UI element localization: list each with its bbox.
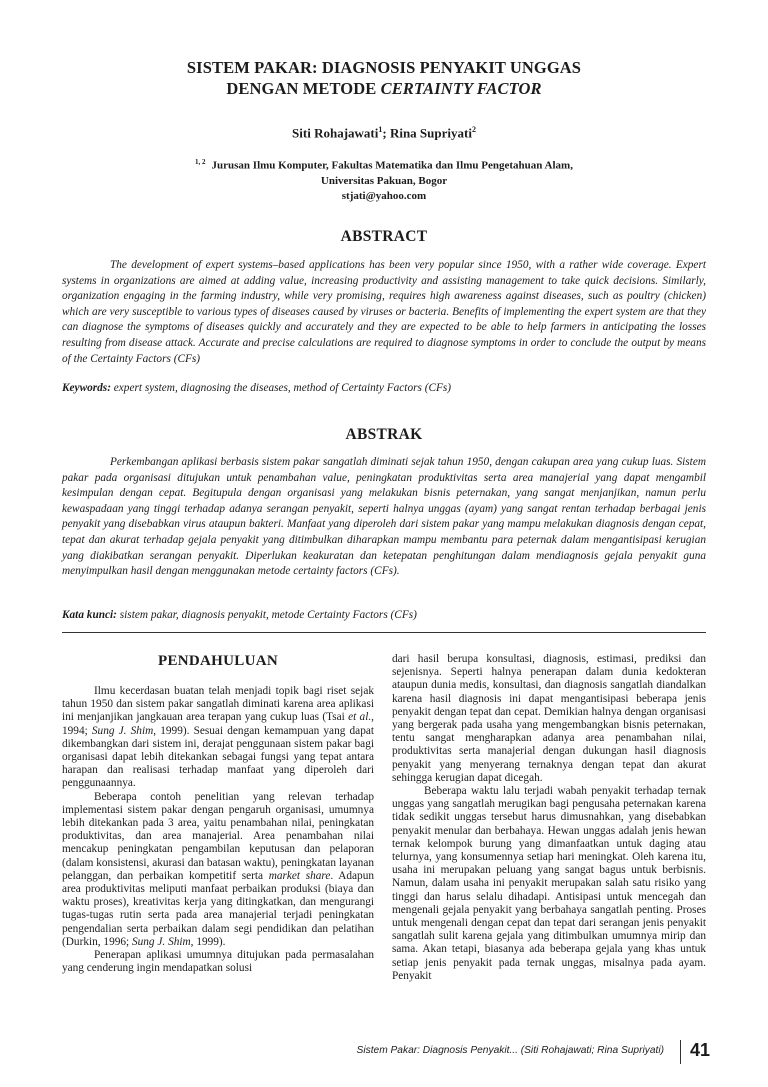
body-italic: Sung J. Shim bbox=[131, 935, 191, 948]
affiliation-line2: Universitas Pakuan, Bogor bbox=[320, 174, 448, 187]
body-text: , 1999). bbox=[190, 935, 226, 948]
body-text: Beberapa contoh penelitian yang relevan terhadap implementasi sistem pakar dengan pengaruh organisasi, umumnya lebih ditekankan pada 3 area, yaitu penambahan nilai, peningkatan produktivitas, dan area manajerial. Area penambahan nilai mencakup peningkatan pengambilan keputusan dan pelaporan (dalam konsistensi, akurasi dan batasan waktu), peningkatan layanan pelanggan, dan perbaikan kompetitif serta bbox=[62, 790, 374, 882]
body-left-column bbox=[62, 653, 374, 975]
section-divider bbox=[62, 632, 706, 633]
abstrak-keywords bbox=[62, 609, 706, 621]
abstrak-text: Perkembangan aplikasi berbasis sistem pakar sangatlah diminati sejak tahun 1950, dengan cakupan area yang cukup luas. Sistem pakar pada organisasi ditujukan untuk penambahan value, peningkatan produktivitas serta area manajerial yang dapat mengambil kesimpulan dengan cepat. Begitupula dengan organisasi yang melakukan bisnis peternakan, yang sangat menjanjikan, namun perlu kewaspadaan yang tinggi terhadap adanya serangan penyakit, seperti halnya unggas (ayam) yang sangat rentan terhadap berbagai jenis penyakit yang disebabkan virus ataupun bakteri. Manfaat yang diperoleh dari sistem pakar yang mampu melakukan diagnosis dengan cepat, tepat dan akurat terhadap gejala penyakit yang ditimbulkan diharapkan mampu membantu para peternak dalam mengantisipasi kerugian yang diakibatkan serangan penyakit. Diperlukan keakuratan dan ketepatan penghitungan dalam mendiagnosis gejala penyakit guna menyimpulkan hasil dengan menggunakan metode certainty factors (CFs). bbox=[62, 456, 706, 578]
running-title: Sistem Pakar: Diagnosis Penyakit... (Siti Rohajawati; Rina Supriyati) bbox=[356, 1045, 664, 1056]
author-2: Rina Supriyati bbox=[389, 125, 472, 141]
body-text: . Adapun area produktivitas meliputi manfaat perbaikan produksi (biaya dan waktu proses), kreativitas kerja yang ditingkatkan, dan mengurangi tugas-tugas rutin serta pada area manajerial terjadi peningkatan pengendalian serta perbaikan dalam segi pendidikan dan pelatihan (Durkin, 1996; bbox=[62, 869, 374, 948]
body-italic: market share bbox=[268, 869, 331, 882]
author-separator: ; bbox=[382, 125, 390, 141]
body-italic: et al. bbox=[348, 711, 372, 724]
body-paragraph bbox=[62, 685, 374, 791]
paper-title-line2-plain: DENGAN METODE bbox=[226, 79, 381, 98]
paper-title-line2-italic: CERTAINTY FACTOR bbox=[380, 79, 542, 98]
abstract-heading: ABSTRACT bbox=[340, 228, 428, 245]
author-2-sup: 2 bbox=[471, 125, 476, 134]
keywords-label: Keywords: bbox=[62, 382, 111, 394]
body-text: Ilmu kecerdasan buatan telah menjadi topik bagi riset sejak tahun 1950 dan sistem pakar sangatlah diminati karena area aplikasi ini menjanjikan jangkauan area terapan yang cukup luas (Tsai bbox=[62, 685, 374, 724]
paper-title-line2 bbox=[0, 79, 768, 99]
kata-kunci-label: Kata kunci: bbox=[62, 609, 117, 621]
abstrak-heading: ABSTRAK bbox=[345, 426, 423, 443]
body-paragraph bbox=[62, 791, 374, 949]
affiliation-dept: Jurusan Ilmu Komputer, Fakultas Matematika dan Ilmu Pengetahuan Alam, bbox=[211, 159, 573, 172]
affiliation-email: stjati@yahoo.com bbox=[341, 189, 427, 202]
affiliation-line1 bbox=[0, 155, 768, 174]
body-text: , 1994; bbox=[62, 711, 374, 737]
body-text: , 1999). Sesuai dengan kemampuan yang dapat dikembangkan dari sistem ini, derajat penggunaan sistem pakar bagi organisasi dapat lebih ditekankan sebagai fungsi yang tepat antara harapan dan realisasi terhadap manfaat yang diperoleh dari penggunaannya. bbox=[62, 724, 374, 790]
abstract-text: The development of expert systems–based applications has been very popular since 1950, with a rather wide coverage. Expert systems in organizations are aimed at adding value, increasing productivity and assisting management to take quick decisions. Similarly, organization engaging in the farming industry, while very promising, requires high awareness against diseases, such as poultry (chicken) which are very susceptible to various types of diseases caused by viruses or bacteria. Benefits of implementing the expert system are that they can diagnose the symptoms of diseases quickly and accurately and they are expected to be able to help farmers in anticipating the losses resulting from disease attack. Accurate and precise calculations are required to diagnose symptoms in order to conclude the output by means of the Certainty Factors (CFs) bbox=[62, 259, 706, 365]
page-footer bbox=[0, 1040, 768, 1064]
abstract-keywords bbox=[62, 382, 706, 394]
authors bbox=[0, 125, 768, 141]
affiliation bbox=[0, 155, 768, 204]
author-1-sup: 1 bbox=[378, 125, 383, 134]
paper-title-line1: SISTEM PAKAR: DIAGNOSIS PENYAKIT UNGGAS bbox=[186, 58, 582, 77]
body-paragraph: Beberapa waktu lalu terjadi wabah penyakit terhadap ternak unggas yang sangatlah merugikan bagi pengusaha peternakan karena tidak sedikit unggas tersebut harus dimusnahkan, yang disebabkan penyakit menular dan berbahaya. Hewan unggas adalah jenis hewan ternak kelompok burung yang dimanfaatkan untuk daging atau telurnya, yang konsumennya setiap hari meningkat. Oleh karena itu, usaha ini merupakan peluang yang sangat bagus untuk berbisnis. Namun, dalam usaha ini penyakit merupakan salah satu risiko yang tinggi dan harus selalu dihadapi. Antisipasi untuk mencegah dan mengenali gejala penyakit yang berbahaya sangatlah penting. Proses untuk mengenali dengan cepat dan tepat dari serangan jenis penyakit sangatlah sulit karena gejala yang ditimbulkan umumnya mirip dan sama. Akan tetapi, biasanya ada beberapa gejala yang khas untuk setiap jenis penyakit pada ternak unggas, misalnya pada ayam. Penyakit bbox=[392, 785, 706, 982]
footer-divider bbox=[680, 1040, 681, 1064]
affiliation-sup: 1, 2 bbox=[195, 158, 206, 166]
section-heading-pendahuluan: PENDAHULUAN bbox=[158, 653, 278, 669]
kata-kunci-text: sistem pakar, diagnosis penyakit, metode Certainty Factors (CFs) bbox=[116, 609, 417, 621]
body-paragraph: Penerapan aplikasi umumnya ditujukan pada permasalahan yang cenderung ingin mendapatkan solusi bbox=[62, 949, 374, 975]
body-right-column bbox=[392, 653, 706, 983]
body-paragraph: dari hasil berupa konsultasi, diagnosis, estimasi, prediksi dan sejenisnya. Seperti halnya penerapan dalam dunia kedokteran ataupun dunia medis, konsultasi, dan diagnosis sangatlah diandalkan karena hasil diagnosis ini dapat mengantisipasi beberapa jenis penyakit dengan tepat dan cepat. Demikian halnya dengan organisasi yang bergerak pada usaha yang mengembangkan bisnis peternakan, tentu sangat mengharapkan adanya area penambahan nilai, produktivitas serta manajerial dengan dukungan hasil diagnosis penyakit yang menyerang ternaknya dengan tepat dan akurat sehingga kerugian dapat dicegah. bbox=[392, 653, 706, 784]
author-1: Siti Rohajawati bbox=[292, 125, 379, 141]
body-italic: Sung J. Shim bbox=[91, 724, 154, 737]
page-number: 41 bbox=[690, 1040, 711, 1060]
keywords-text: expert system, diagnosing the diseases, method of Certainty Factors (CFs) bbox=[110, 382, 452, 394]
